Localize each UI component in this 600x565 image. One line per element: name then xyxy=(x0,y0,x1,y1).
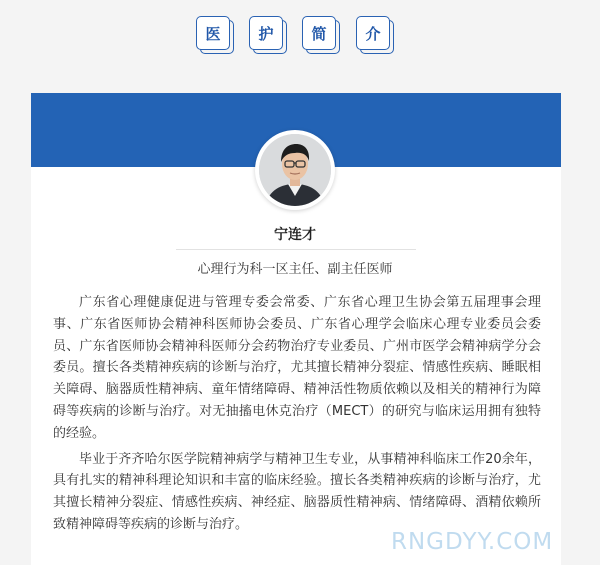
header-tag-1 xyxy=(196,16,232,52)
doctor-name: 宁连才 xyxy=(274,227,316,243)
header-tag-4 xyxy=(356,16,392,52)
bio-paragraph: 毕业于齐齐哈尔医学院精神病学与精神卫生专业，从事精神科临床工作20余年，具有扎实的精神科理论知识和丰富的临床经验。擅长各类精神疾病的诊断与治疗，尤其擅长精神分裂症、情感性疾病、神经症、脑器质性精神病、情绪障碍、酒精依赖所致精神障碍等疾病的诊断与治疗。 xyxy=(53,451,541,532)
header-tag-text: 医 xyxy=(196,16,230,50)
header-tag-text: 护 xyxy=(249,16,283,50)
divider xyxy=(176,249,416,250)
doctor-bio xyxy=(53,292,541,540)
doctor-title: 心理行为科一区主任、副主任医师 xyxy=(197,262,393,277)
header-tag-3 xyxy=(302,16,338,52)
person-photo-icon xyxy=(259,134,331,206)
header-tag-text: 介 xyxy=(356,16,390,50)
doctor-photo xyxy=(259,134,331,206)
bio-paragraph: 广东省心理健康促进与管理专委会常委、广东省心理卫生协会第五届理事会理事、广东省医师协会精神科医师协会委员、广东省心理学会临床心理专业委员会委员、广东省医师协会精神科医师分会药物治疗专业委员、广州市医学会精神病学分会委员。擅长各类精神疾病的诊断与治疗，尤其擅长精神分裂症、情感性疾病、睡眠相关障碍、脑器质性精神病、童年情绪障碍、精神活性物质依赖以及相关的精神行为障碍等疾病的诊断与治疗。对无抽搐电休克治疗（MECT）的研究与临床运用拥有独特的经验。 xyxy=(53,295,541,441)
header-tag-2 xyxy=(249,16,285,52)
header-tag-text: 简 xyxy=(302,16,336,50)
avatar xyxy=(255,130,335,210)
watermark-text: RNGDYY.COM xyxy=(391,529,554,555)
section-header xyxy=(0,16,600,62)
